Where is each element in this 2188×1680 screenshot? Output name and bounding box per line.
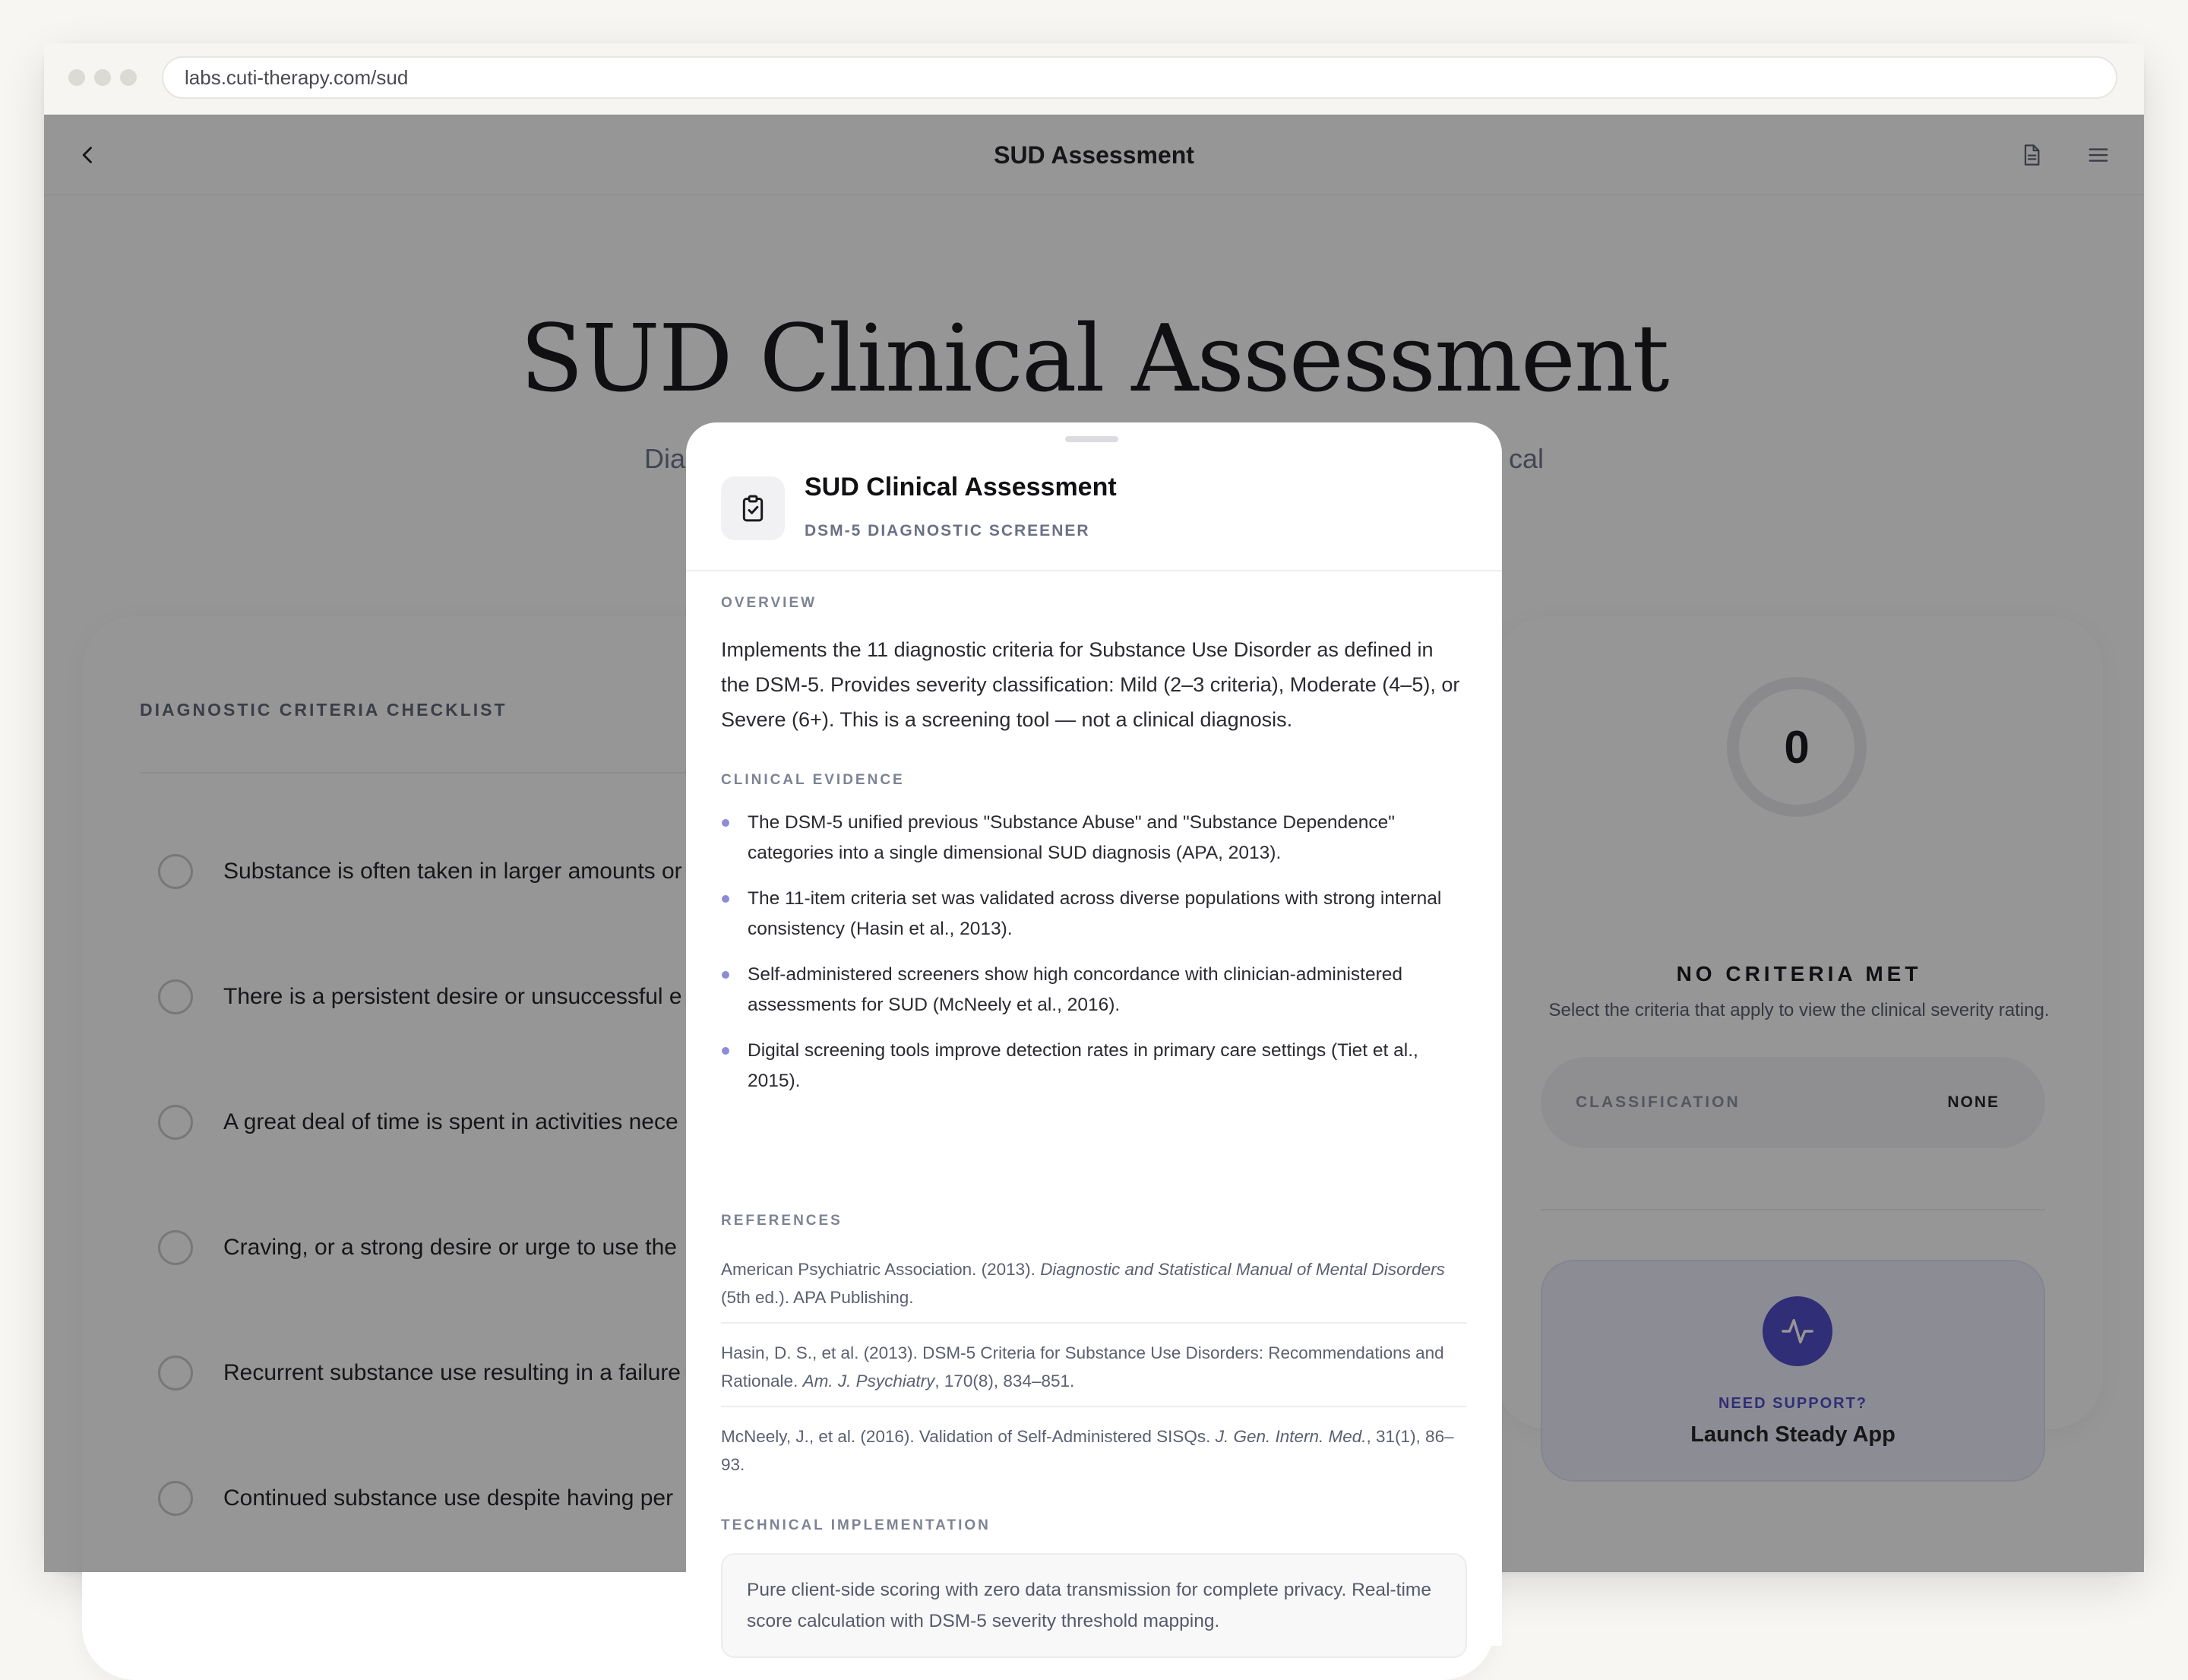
app-viewport: [44, 115, 2144, 1631]
info-bottom-sheet: [686, 422, 1502, 1646]
checklist-title: DIAGNOSTIC CRITERIA CHECKLIST: [140, 700, 507, 720]
severity-status-hint: Select the criteria that apply to view the clinical severity rating.: [1548, 1000, 2050, 1020]
sheet-subtitle: DSM-5 DIAGNOSTIC SCREENER: [805, 522, 1090, 539]
clinical-evidence-label: CLINICAL EVIDENCE: [721, 772, 905, 788]
evidence-item: Digital screening tools improve detection rates in primary care settings (Tiet et al., 2015).: [721, 1036, 1467, 1096]
page-title: SUD Clinical Assessment: [520, 305, 1668, 413]
support-label: NEED SUPPORT?: [1718, 1395, 1868, 1412]
score-value: 0: [1784, 721, 1810, 773]
reference-item: American Psychiatric Association. (2013). Diagnostic and Statistical Manual of Mental Disorders (5th ed.). APA Publishing.: [721, 1252, 1467, 1324]
overview-label: OVERVIEW: [721, 595, 817, 611]
window-minimize-dot[interactable]: [94, 69, 111, 86]
browser-window: [44, 43, 2144, 1631]
address-bar[interactable]: labs.cuti-therapy.com/sud: [162, 56, 2117, 99]
sheet-title: SUD Clinical Assessment: [805, 473, 1117, 501]
window-close-dot[interactable]: [68, 69, 85, 86]
criterion-text: Substance is often taken in larger amounts or: [223, 859, 682, 884]
references-list: [721, 1252, 1467, 1501]
clinical-evidence-list: [721, 808, 1467, 1112]
references-label: REFERENCES: [721, 1213, 843, 1229]
criterion-text: Recurrent substance use resulting in a failure: [223, 1360, 681, 1385]
severity-status: NO CRITERIA MET: [1676, 962, 1922, 986]
sheet-header: [686, 422, 1502, 571]
evidence-item: Self-administered screeners show high concordance with clinician-administered assessments for SUD (McNeely et al., 2016).: [721, 960, 1467, 1020]
support-button-label: Launch Steady App: [1690, 1422, 1896, 1447]
page-subtitle-start: Dia: [643, 443, 685, 474]
evidence-item: The DSM-5 unified previous "Substance Abuse" and "Substance Dependence" categories into a single dimensional SUD diagnosis (APA, 2013).: [721, 808, 1467, 868]
reference-item: Hasin, D. S., et al. (2013). DSM-5 Criteria for Substance Use Disorders: Recommendations and Rationale. Am. J. Psychiatry, 170(8), 834–851.: [721, 1336, 1467, 1407]
top-bar-title: SUD Assessment: [994, 141, 1194, 169]
browser-chrome: [44, 43, 2144, 115]
classification-label: CLASSIFICATION: [1576, 1093, 1741, 1111]
evidence-item: The 11-item criteria set was validated across diverse populations with strong internal consistency (Hasin et al., 2013).: [721, 884, 1467, 944]
criterion-text: A great deal of time is spent in activities nece: [223, 1109, 678, 1134]
criterion-text: Craving, or a strong desire or urge to use the: [223, 1235, 677, 1260]
clipboard-check-icon: [721, 476, 785, 540]
technical-implementation-label: TECHNICAL IMPLEMENTATION: [721, 1517, 991, 1533]
overview-text: Implements the 11 diagnostic criteria for Substance Use Disorder as defined in the DSM-5. Provides severity classification: Mild (2–3 criteria), Moderate (4–5), or Severe (6+). This is a screening tool — not a clinical diagnosis.: [721, 638, 1460, 731]
criterion-text: Continued substance use despite having per: [223, 1485, 674, 1511]
criterion-text: There is a persistent desire or unsuccessful e: [223, 984, 682, 1009]
page-subtitle-end: cal: [1509, 443, 1545, 474]
window-maximize-dot[interactable]: [120, 69, 137, 86]
reference-item: McNeely, J., et al. (2016). Validation of Self-Administered SISQs. J. Gen. Intern. Med., 31(1), 86–93.: [721, 1427, 1454, 1474]
technical-implementation-text: Pure client-side scoring with zero data transmission for complete privacy. Real-time score calculation with DSM-5 severity threshold mapping.: [721, 1553, 1467, 1658]
classification-value: NONE: [1947, 1093, 2000, 1111]
